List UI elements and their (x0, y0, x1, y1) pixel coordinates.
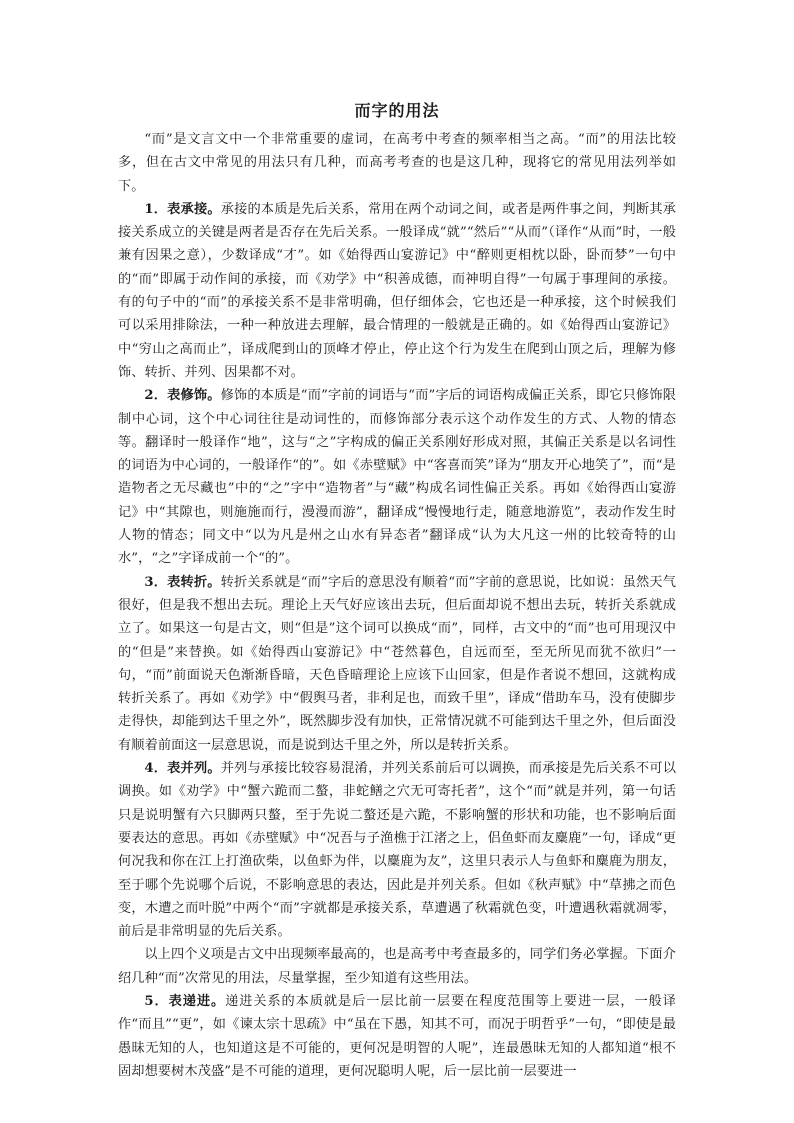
paragraph-text: 递进关系的本质就是后一层比前一层要在程度范围等上要进一层，一般译作“而且”“更”，如《谏太宗十思疏》中“虽在下愚，知其不可，而况于明哲乎”一句，“即使是最愚昧无知的人，也知道这是不可能的，更何况是明智的人呢”，连最愚昧无知的人都知道“根不固却想要树木茂盛”是不可能的道理，更何况聪明人呢，后一层比前一层要进一 (118, 993, 677, 1079)
paragraph-binglie (118, 757, 676, 943)
section-heading: 5．表递进。 (144, 993, 226, 1009)
paragraph-summary (118, 943, 676, 990)
section-heading: 4．表并列。 (144, 761, 221, 777)
section-heading: 2．表修饰。 (144, 388, 221, 404)
paragraph-xiushi (118, 384, 676, 570)
paragraph-text: 修饰的本质是“而”字前的词语与“而”字后的词语构成偏正关系，即它只修饰限制中心词，这个中心词往往是动词性的，而修饰部分表示这个动作发生的方式、人物的情态等。翻译时一般译作“地”，这与“之”字构成的偏正关系刚好形成对照，其偏正关系是以名词性的词语为中心词的，一般译作“的”。如《赤壁赋》中“客喜而笑”译为“朋友开心地笑了”，而“是造物者之无尽藏也”中的“之”字中“造物者”与“藏”构成名词性偏正关系。再如《始得西山宴游记》中“其隙也，则施施而行，漫漫而游”，翻译成“慢慢地行走，随意地游览”，表动作发生时人物的情态；同文中“以为凡是州之山水有异态者”翻译成“认为大凡这一州的比较奇特的山水”，“之”字译成前一个“的”。 (118, 388, 676, 567)
paragraph-text: 以上四个义项是古文中出现频率最高的，也是高考中考查最多的，同学们务必掌握。下面介绍几种“而”次常见的用法，尽量掌握，至少知道有这些用法。 (118, 947, 676, 986)
document-page (118, 100, 676, 1083)
section-heading: 1．表承接。 (144, 201, 221, 217)
paragraph-dijin (118, 990, 676, 1083)
document-title: 而字的用法 (354, 101, 440, 120)
paragraph-chengjie (118, 198, 676, 384)
paragraph-text: 转折关系就是“而”字后的意思没有顺着“而”字前的意思说，比如说：虽然天气很好，但是我不想出去玩。理论上天气好应该出去玩，但后面却说不想出去玩，转折关系就成立了。如果这一句是古文，则“但是”这个词可以换成“而”，同样，古文中的“而”也可用现汉中的“但是”来替换。如《始得西山宴游记》中“苍然暮色，自远而至，至无所见而犹不欲归”一句，“而”前面说天色渐渐昏暗，天色昏暗理论上应该下山回家，但是作者说不想回，这就构成转折关系了。再如《劝学》中“假舆马者，非利足也，而致千里”，译成“借助车马，没有使脚步走得快，却能到达千里之外”，既然脚步没有加快，正常情况就不可能到达千里之外，但后面没有顺着前面这一层意思说，而是说到达千里之外，所以是转折关系。 (118, 574, 676, 753)
paragraph-text: 并列与承接比较容易混淆，并列关系前后可以调换，而承接是先后关系不可以调换。如《劝学》中“蟹六跪而二螯，非蛇鳝之穴无可寄托者”，这个“而”就是并列，第一句话只是说明蟹有六只脚两只螯，至于先说二螯还是六跪，不影响蟹的形状和功能，也不影响后面要表达的意思。再如《赤壁赋》中“况吾与子渔樵于江渚之上，侣鱼虾而友麋鹿”一句，译成“更何况我和你在江上打渔砍柴，以鱼虾为伴，以麋鹿为友”，这里只表示人与鱼虾和麋鹿为朋友，至于哪个先说哪个后说，不影响意思的表达，因此是并列关系。但如《秋声赋》中“草拂之而色变，木遭之而叶脱”中两个“而”字就都是承接关系，草遭遇了秋霜就色变，叶遭遇秋霜就凋零，前后是非常明显的先后关系。 (118, 761, 676, 940)
section-heading: 3．表转折。 (144, 574, 221, 590)
paragraph-text: “而”是文言文中一个非常重要的虚词，在高考中考查的频率相当之高。“而”的用法比较多，但在古文中常见的用法只有几种，而高考考查的也是这几种，现将它的常见用法列举如下。 (118, 132, 676, 194)
paragraph-text: 承接的本质是先后关系，常用在两个动词之间，或者是两件事之间，判断其承接关系成立的关键是两者是否存在先后关系。一般译成“就”“然后”“从而”（译作“从而”时，一般兼有因果之意），少数译成“才”。如《始得西山宴游记》中“醉则更相枕以卧，卧而梦”一句中的“而”即属于动作间的承接，而《劝学》中“积善成德，而神明自得”一句属于事理间的承接。有的句子中的“而”的承接关系不是非常明确，但仔细体会，它也还是一种承接，这个时候我们可以采用排除法，一种一种放进去理解，最合情理的一般就是正确的。如《始得西山宴游记》中“穷山之高而止”，译成爬到山的顶峰才停止，停止这个行为发生在爬到山顶之后，理解为修饰、转折、并列、因果都不对。 (118, 201, 676, 380)
paragraph-intro (118, 128, 676, 198)
paragraph-zhuanzhe (118, 571, 676, 757)
